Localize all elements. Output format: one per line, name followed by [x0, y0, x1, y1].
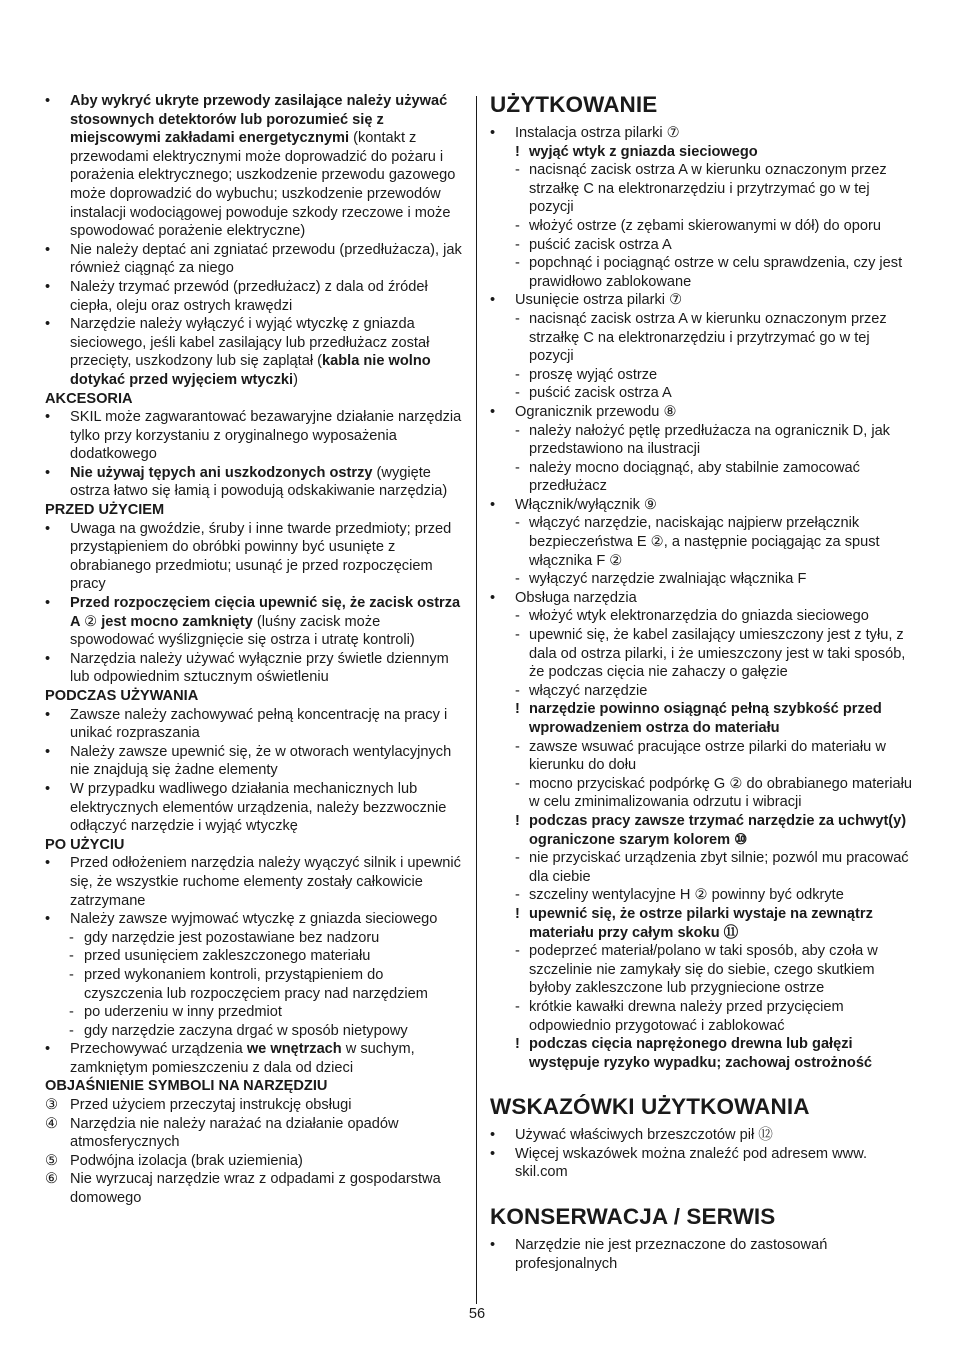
symbol-number: ⑥: [45, 1171, 59, 1188]
bullet-marker: •: [45, 1041, 51, 1058]
section-label-akcesoria: AKCESORIA: [45, 390, 133, 407]
list-item: • Uwaga na gwoździe, śruby i inne twarde przedmioty; przed przystąpieniem do obróbki powinny być usunięte z obrabianego przedmiotu; usunąć je przed rozpoczęciem pracy: [45, 520, 452, 593]
page-number: 56: [468, 1306, 486, 1322]
dash-marker: -: [515, 422, 520, 439]
dash-marker: -: [515, 217, 520, 234]
symbol-item: ④ Narzędzia nie należy narażać na działanie opadów atmosferycznych: [45, 1115, 399, 1151]
bullet-marker: •: [45, 650, 51, 667]
bullet-marker: •: [45, 595, 51, 612]
sub-list-item: - gdy narzędzie jest pozostawiane bez nadzoru: [69, 929, 380, 946]
section-label-przed-uzyciem: PRZED UŻYCIEM: [45, 502, 165, 519]
dash-marker: -: [69, 948, 74, 965]
list-item: • Narzędzia należy używać wyłącznie przy świetle dziennym lub odpowiednim sztucznym oświetleniu: [45, 650, 449, 686]
symbol-item: ⑥ Nie wyrzucaj narzędzie wraz z odpadami z gospodarstwa domowego: [45, 1171, 441, 1207]
column-divider: [476, 96, 477, 1304]
bullet-marker: •: [45, 520, 51, 537]
sub-list-item: - upewnić się, że kabel zasilający umieszczony jest z tyłu, z dala od ostrza pilarki, i że umieszczony jest w taki sposób, że podczas cięcia nie zahaczy o gałęzie: [515, 627, 906, 681]
sub-list-item: - przed wykonaniem kontroli, przystąpieniem do czyszczenia lub rozpoczęciem pracy nad narzędziem: [69, 966, 428, 1002]
dash-marker: -: [515, 850, 520, 867]
sub-list-item: - należy mocno dociągnąć, aby stabilnie zamocować przedłużacz: [515, 459, 860, 495]
sub-list-item: - włączyć narzędzie: [515, 682, 648, 699]
list-item: • Zawsze należy zachowywać pełną koncentrację na pracy i unikać rozpraszania: [45, 706, 448, 742]
bullet-marker: •: [490, 403, 496, 420]
list-item: • Należy zawsze upewnić się, że w otworach wentylacyjnych nie znajdują się żadne elementy: [45, 743, 452, 779]
symbol-item: ⑤ Podwójna izolacja (brak uziemienia): [45, 1152, 303, 1169]
dash-marker: -: [515, 998, 520, 1015]
bullet-marker: •: [45, 743, 51, 760]
sub-list-item: - wyłączyć narzędzie zwalniając włącznika F: [515, 571, 807, 588]
list-item: • Przechowywać urządzenia we wnętrzach w suchym, zamkniętym pomieszczeniu z dala od dzieci: [45, 1041, 415, 1076]
list-item: • Włącznik/wyłącznik ⑨: [490, 496, 658, 513]
bullet-marker: •: [45, 409, 51, 426]
section-title-konserwacja: KONSERWACJA / SERWIS: [490, 1204, 776, 1230]
bullet-marker: •: [45, 780, 51, 797]
left-column: [45, 92, 465, 1208]
sub-list-item: - zawsze wsuwać pracujące ostrze pilarki do materiału w kierunku do dołu: [515, 738, 886, 774]
sub-list-item: - nacisnąć zacisk ostrza A w kierunku oznaczonym przez strzałkę C na elektronarzędziu i przytrzymać go w tej pozycji: [515, 162, 887, 216]
sub-list-item: - nie przyciskać urządzenia zbyt silnie; pozwól mu pracować dla ciebie: [515, 850, 909, 885]
warning-marker: !: [515, 701, 520, 718]
list-item: • Nie należy deptać ani zgniatać przewodu (przedłużacza), jak również ciągnąć za niego: [45, 241, 462, 277]
bullet-marker: •: [45, 855, 51, 872]
symbol-number: ③: [45, 1097, 59, 1114]
list-item: • Ogranicznik przewodu ⑧: [490, 403, 677, 420]
section-label-symbols: OBJAŚNIENIE SYMBOLI NA NARZĘDZIU: [45, 1078, 328, 1095]
dash-marker: -: [69, 1004, 74, 1021]
warning-item: ! podczas cięcia naprężonego drewna lub gałęzi występuje ryzyko wypadku; zachowaj ostrożność: [515, 1036, 873, 1071]
bullet-marker: •: [45, 316, 51, 333]
dash-marker: -: [515, 236, 520, 253]
sub-list-item: - przed usunięciem zakleszczonego materiału: [69, 948, 371, 965]
dash-marker: -: [515, 943, 520, 960]
bullet-marker: •: [45, 93, 51, 109]
list-item: • Obsługa narzędzia: [490, 589, 637, 606]
dash-marker: -: [515, 366, 520, 383]
sub-list-item: - szczeliny wentylacyjne H ② powinny być odkryte: [515, 887, 844, 904]
dash-marker: -: [69, 1022, 74, 1039]
warning-item: ! upewnić się, że ostrze pilarki wystaje na zewnątrz materiału przy całym skoku ⑪: [515, 905, 873, 941]
dash-marker: -: [515, 571, 520, 588]
bullet-marker: •: [45, 278, 51, 295]
bullet-marker: •: [490, 1145, 496, 1162]
list-item: • Aby wykryć ukryte przewody zasilające należy używać stosownych detektorów lub porozumieć się z miejscowymi zakładami energetycznymi (kontakt z przewodami elektrycznymi może doprowadzić do pożaru i porażenia elektrycznego; uszkodzenie przewodu gazowego może doprowadzić do wybuchu; uszkodzenie przewodów instalacji wodociągowej powoduje szkody rzeczowe i może spowodować porażenie elektryczne): [45, 93, 456, 240]
list-item: • Przed rozpoczęciem cięcia upewnić się, że zacisk ostrza A ② jest mocno zamknięty (luśny zacisk może spowodować wyślizgnięcie się ostrza i utratę kontroli): [45, 595, 461, 649]
section-label-podczas-uzywania: PODCZAS UŻYWANIA: [45, 688, 199, 704]
sub-list-item: - mocno przyciskać podpórkę G ② do obrabianego materiału w celu zminimalizowania odrzutu i wibracji: [515, 775, 912, 811]
dash-marker: -: [515, 162, 520, 179]
symbol-number: ⑤: [45, 1152, 59, 1169]
warning-item: ! podczas pracy zawsze trzymać narzędzie za uchwyt(y) ograniczone szarym kolorem ⑩: [515, 812, 907, 848]
bullet-marker: •: [490, 1237, 496, 1254]
sub-list-item: - popchnąć i pociągnąć ostrze w celu sprawdzenia, czy jest prawidłowo zablokowane: [515, 255, 903, 290]
sub-list-item: - podeprzeć materiał/polano w taki sposób, aby czoła w szczelinie nie zamykały się do siebie, czego skutkiem byłoby zakleszczone lub przygniecione ostrze: [515, 943, 878, 997]
dash-marker: -: [69, 966, 74, 983]
warning-marker: !: [515, 1036, 520, 1053]
dash-marker: -: [515, 738, 520, 755]
list-item: • Narzędzie należy wyłączyć i wyjąć wtyczkę z gniazda sieciowego, jeśli kabel zasilający lub przedłużacz został przecięty, uszkodzony lub się zaplątał (kabla nie wolno dotykać przed wyjęciem wtyczki): [45, 316, 431, 388]
list-item: • Nie używaj tępych ani uszkodzonych ostrzy (wygięte ostrza łatwo się łamią i powodują odskakiwanie narzędzia): [45, 464, 448, 500]
sub-list-item: - puścić zacisk ostrza A: [515, 236, 672, 253]
dash-marker: -: [515, 310, 520, 327]
sub-list-item: - puścić zacisk ostrza A: [515, 385, 672, 402]
dash-marker: -: [69, 929, 74, 946]
list-item: • Instalacja ostrza pilarki ⑦: [490, 125, 680, 141]
sub-list-item: - krótkie kawałki drewna należy przed przycięciem odpowiednio przygotować i zablokować: [515, 998, 844, 1034]
right-column: [490, 92, 912, 1273]
list-item: • W przypadku wadliwego działania mechanicznych lub elektrycznych elementów urządzenia, należy bezzwocznie odłączyć narzędzie i wyjąć wtyczkę: [45, 780, 447, 835]
warning-marker: !: [515, 812, 520, 829]
symbol-number: ④: [45, 1115, 59, 1132]
sub-list-item: - włożyć ostrze (z zębami skierowanymi w dół) do oporu: [515, 217, 881, 234]
dash-marker: -: [515, 682, 520, 699]
dash-marker: -: [515, 515, 520, 532]
sub-list-item: - proszę wyjąć ostrze: [515, 366, 658, 383]
sub-list-item: - włożyć wtyk elektronarzędzia do gniazda sieciowego: [515, 608, 869, 625]
list-item: • Należy trzymać przewód (przedłużacz) z dala od źródeł ciepła, oleju oraz ostrych krawędzi: [45, 278, 428, 314]
warning-item: ! wyjąć wtyk z gniazda sieciowego: [515, 143, 758, 160]
list-item: • SKIL może zagwarantować bezawaryjne działanie narzędzia tylko przy korzystaniu z oryginalnego wyposażenia dodatkowego: [45, 409, 462, 463]
sub-list-item: - gdy narzędzie zaczyna drgać w sposób nietypowy: [69, 1022, 408, 1039]
list-item: • Przed odłożeniem narzędzia należy wyączyć silnik i upewnić się, że wszystkie ruchome elementy zostały całkowicie zatrzymane: [45, 855, 461, 909]
bullet-marker: •: [490, 496, 496, 513]
dash-marker: -: [515, 608, 520, 625]
dash-marker: -: [515, 887, 520, 904]
section-label-po-uzyciu: PO UŻYCIU: [45, 836, 125, 853]
bullet-marker: •: [45, 241, 51, 258]
bullet-marker: •: [45, 911, 51, 928]
warning-marker: !: [515, 143, 520, 160]
dash-marker: -: [515, 459, 520, 476]
dash-marker: -: [515, 255, 520, 272]
sub-list-item: - po uderzeniu w inny przedmiot: [69, 1004, 282, 1021]
section-title-uzytkowanie: UŻYTKOWANIE: [490, 92, 658, 117]
bullet-marker: •: [490, 589, 496, 606]
list-item: • Usunięcie ostrza pilarki ⑦: [490, 292, 683, 309]
sub-list-item: - nacisnąć zacisk ostrza A w kierunku oznaczonym przez strzałkę C na elektronarzędziu i przytrzymać go w tej pozycji: [515, 310, 887, 365]
symbol-item: ③ Przed użyciem przeczytaj instrukcję obsługi: [45, 1097, 352, 1114]
list-item: • Używać właściwych brzeszczotów pił ⑫: [490, 1127, 773, 1144]
dash-marker: -: [515, 385, 520, 402]
bullet-marker: •: [490, 125, 496, 141]
warning-item: ! narzędzie powinno osiągnąć pełną szybkość przed wprowadzeniem ostrza do materiału: [515, 701, 882, 736]
sub-list-item: - należy nałożyć pętlę przedłużacza na ogranicznik D, jak przedstawiono na ilustracji: [515, 422, 890, 458]
sub-list-item: - włączyć narzędzie, naciskając najpierw przełącznik bezpieczeństwa E ②, a następnie pociągając za spust włącznika F ②: [515, 515, 880, 569]
bullet-marker: •: [45, 464, 51, 481]
list-item: • Więcej wskazówek można znaleźć pod adresem www. skil.com: [490, 1145, 868, 1181]
dash-marker: -: [515, 775, 520, 792]
section-title-wskazowki: WSKAZÓWKI UŻYTKOWANIA: [490, 1094, 810, 1120]
bullet-marker: •: [45, 706, 51, 723]
dash-marker: -: [515, 627, 520, 644]
list-item: • Narzędzie nie jest przeznaczone do zastosowań profesjonalnych: [490, 1237, 828, 1272]
warning-marker: !: [515, 905, 520, 922]
bullet-marker: •: [490, 1127, 496, 1144]
list-item: • Należy zawsze wyjmować wtyczkę z gniazda sieciowego: [45, 911, 438, 928]
bullet-marker: •: [490, 292, 496, 309]
